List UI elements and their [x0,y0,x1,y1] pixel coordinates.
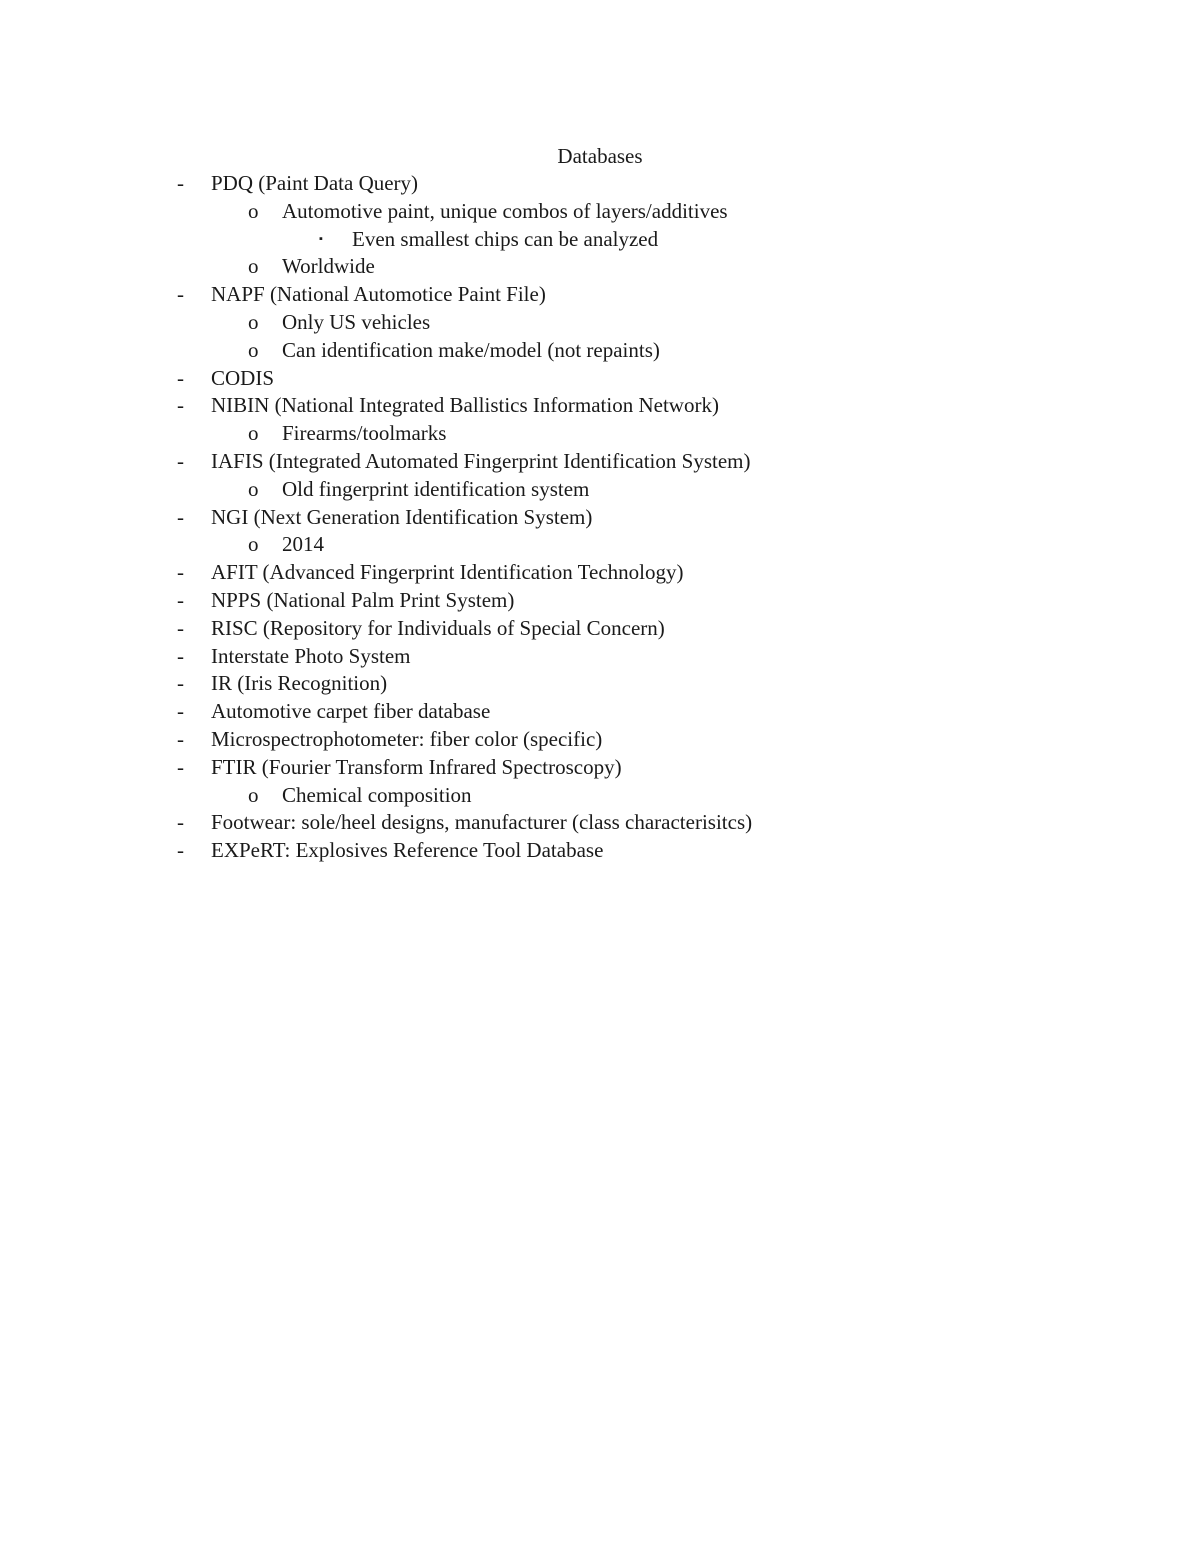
list-item [0,392,1200,420]
dash-bullet-icon: - [177,393,184,418]
list-item [0,837,1200,865]
circle-bullet-icon: o [248,254,259,279]
list-item-text: AFIT (Advanced Fingerprint Identification Technology) [211,560,684,585]
list-item [0,726,1200,754]
list-item [0,281,1200,309]
list-item-text: CODIS [211,365,275,390]
list-item [0,476,1200,504]
dash-bullet-icon: - [177,282,184,307]
dash-bullet-icon: - [177,838,184,863]
list-item [0,448,1200,476]
list-item-text: IR (Iris Recognition) [211,671,388,696]
list-item [0,615,1200,643]
list-item [0,587,1200,615]
list-item [0,198,1200,226]
list-item [0,253,1200,281]
list-item-text: NAPF (National Automotice Paint File) [211,282,546,307]
list-item [0,504,1200,532]
dash-bullet-icon: - [177,754,184,779]
list-item-text: Interstate Photo System [211,643,411,668]
list-item [0,337,1200,365]
dash-bullet-icon: - [177,726,184,751]
dash-bullet-icon: - [177,810,184,835]
list-item [0,226,1200,254]
list-item-text: Worldwide [282,254,375,279]
circle-bullet-icon: o [248,476,259,501]
list-item [0,643,1200,671]
list-item [0,782,1200,810]
list-item-text: NIBIN (National Integrated Ballistics Information Network) [211,393,719,418]
circle-bullet-icon: o [248,532,259,557]
circle-bullet-icon: o [248,421,259,446]
list-item-text: Footwear: sole/heel designs, manufacturer (class characterisitcs) [211,810,753,835]
dash-bullet-icon: - [177,587,184,612]
list-item [0,531,1200,559]
list-item-text: NGI (Next Generation Identification System) [211,504,593,529]
dash-bullet-icon: - [177,504,184,529]
list-item [0,754,1200,782]
dash-bullet-icon: - [177,699,184,724]
circle-bullet-icon: o [248,337,259,362]
list-item-text: FTIR (Fourier Transform Infrared Spectroscopy) [211,754,622,779]
list-item-text: PDQ (Paint Data Query) [211,171,419,195]
list-item-text: Can identification make/model (not repaints) [282,337,660,362]
list-item [0,670,1200,698]
list-item-text: Only US vehicles [282,309,431,334]
list-item [0,365,1200,393]
list-item [0,698,1200,726]
list-item [0,309,1200,337]
list-item-text: Automotive paint, unique combos of layers/additives [282,198,728,223]
dash-bullet-icon: - [177,448,184,473]
list-item-text: Chemical composition [282,782,472,807]
list-item [0,809,1200,837]
list-item-text: 2014 [282,532,324,557]
list-item-text: Old fingerprint identification system [282,476,590,501]
dash-bullet-icon: - [177,671,184,696]
dash-bullet-icon: - [177,171,184,195]
list-item-text: IAFIS (Integrated Automated Fingerprint Identification System) [211,448,751,473]
circle-bullet-icon: o [248,782,259,807]
circle-bullet-icon: o [248,309,259,334]
list-item-text: Microspectrophotometer: fiber color (specific) [211,726,603,751]
dash-bullet-icon: - [177,615,184,640]
list-item-text: NPPS (National Palm Print System) [211,587,515,612]
circle-bullet-icon: o [248,198,259,223]
list-item-text: Firearms/toolmarks [282,421,447,446]
list-item-text: Even smallest chips can be analyzed [352,226,659,251]
list-item-text: Automotive carpet fiber database [211,699,491,724]
page-title: Databases [557,144,643,168]
dash-bullet-icon: - [177,560,184,585]
list-item-text: EXPeRT: Explosives Reference Tool Database [211,838,604,863]
dash-bullet-icon: - [177,643,184,668]
square-bullet-icon: ▪ [319,232,323,245]
list-item [0,170,1200,198]
outline-list [0,170,1200,865]
list-item-text: RISC (Repository for Individuals of Special Concern) [211,615,665,640]
list-item [0,559,1200,587]
dash-bullet-icon: - [177,365,184,390]
list-item [0,420,1200,448]
